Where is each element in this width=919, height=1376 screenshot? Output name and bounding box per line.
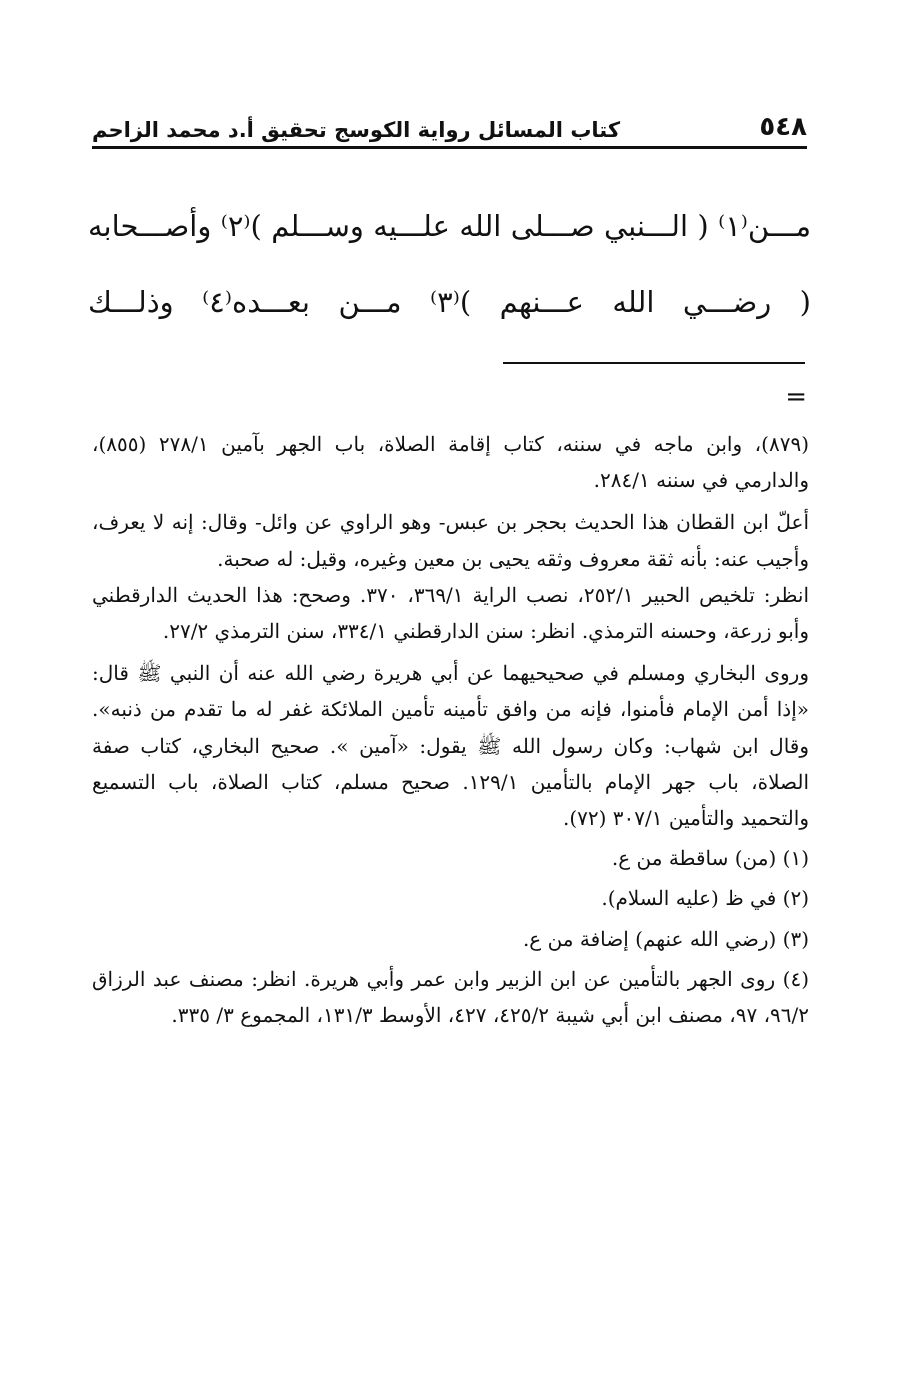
footnote-3: (٣) (رضي الله عنهم) إضافة من ع. bbox=[522, 926, 809, 951]
footnote-1: (١) (من) ساقطة من ع. bbox=[611, 846, 809, 871]
footnote-paragraph: وروى البخاري ومسلم في صحيحيهما عن أبي هريرة رضي الله عنه أن النبي ﷺ قال: «إذا أمن الإمام فأمنوا، فإنه من وافق تأمينه تأمين الملائكة غفر له ما تقدم من ذنبه». وقال ابن شهاب: وكان رسول الله ﷺ يقول: «آمين ». صحيح البخاري، كتاب صفة الصلاة، باب جهر الإمام بالتأمين ١٢٩/١. صحيح مسلم، كتاب الصلاة، باب التسميع والتحميد والتأمين ٣٠٧/١ (٧٢). bbox=[92, 661, 809, 831]
running-title: كتاب المسائل رواية الكوسج تحقيق أ.د محمد الزاحم bbox=[92, 118, 621, 142]
footnote-separator bbox=[503, 362, 805, 364]
main-text-line: ( رضـــي الله عـــنهم )⁽٣⁾ مـــن بعـــده⁽٤⁾ وذلـــك bbox=[88, 285, 811, 319]
footnotes bbox=[92, 426, 809, 1033]
continuation-mark: = bbox=[785, 382, 807, 412]
page-header bbox=[92, 98, 807, 149]
main-text-line: مـــن⁽١⁾ ( الـــنبي صـــلى الله علـــيه وســـلم )⁽٢⁾ وأصـــحابه bbox=[88, 209, 811, 243]
footnote-2: (٢) في ظ (عليه السلام). bbox=[601, 886, 809, 911]
footnote-paragraph: انظر: تلخيص الحبير ٢٥٢/١، نصب الراية ٣٦٩/١، ٣٧٠. وصحح: هذا الحديث الدارقطني وأبو زرعة، وحسنه الترمذي. انظر: سنن الدارقطني ٣٣٤/١، سنن الترمذي ٢٧/٢. bbox=[92, 582, 810, 644]
footnote-paragraph: (٨٧٩)، وابن ماجه في سننه، كتاب إقامة الصلاة، باب الجهر بآمين ٢٧٨/١ (٨٥٥)، والدارمي في سننه ٢٨٤/١. bbox=[92, 432, 809, 493]
footnote-4: (٤) روى الجهر بالتأمين عن ابن الزبير وابن عمر وأبي هريرة. انظر: مصنف عبد الرزاق ٩٦/٢، ٩٧، مصنف ابن أبي شيبة ٤٢٥/٢، ٤٢٧، الأوسط ١٣١/٣، المجموع ٣/ ٣٣٥. bbox=[92, 966, 809, 1028]
main-text bbox=[88, 188, 811, 340]
footnote-paragraph: أعلّ ابن القطان هذا الحديث بحجر بن عبس- وهو الراوي عن وائل- وقال: إنه لا يعرف، وأجيب عنه: بأنه ثقة معروف وثقه يحيى بن معين وغيره، وقيل: له صحبة. bbox=[92, 510, 809, 571]
page-number: ٥٤٨ bbox=[759, 112, 807, 142]
